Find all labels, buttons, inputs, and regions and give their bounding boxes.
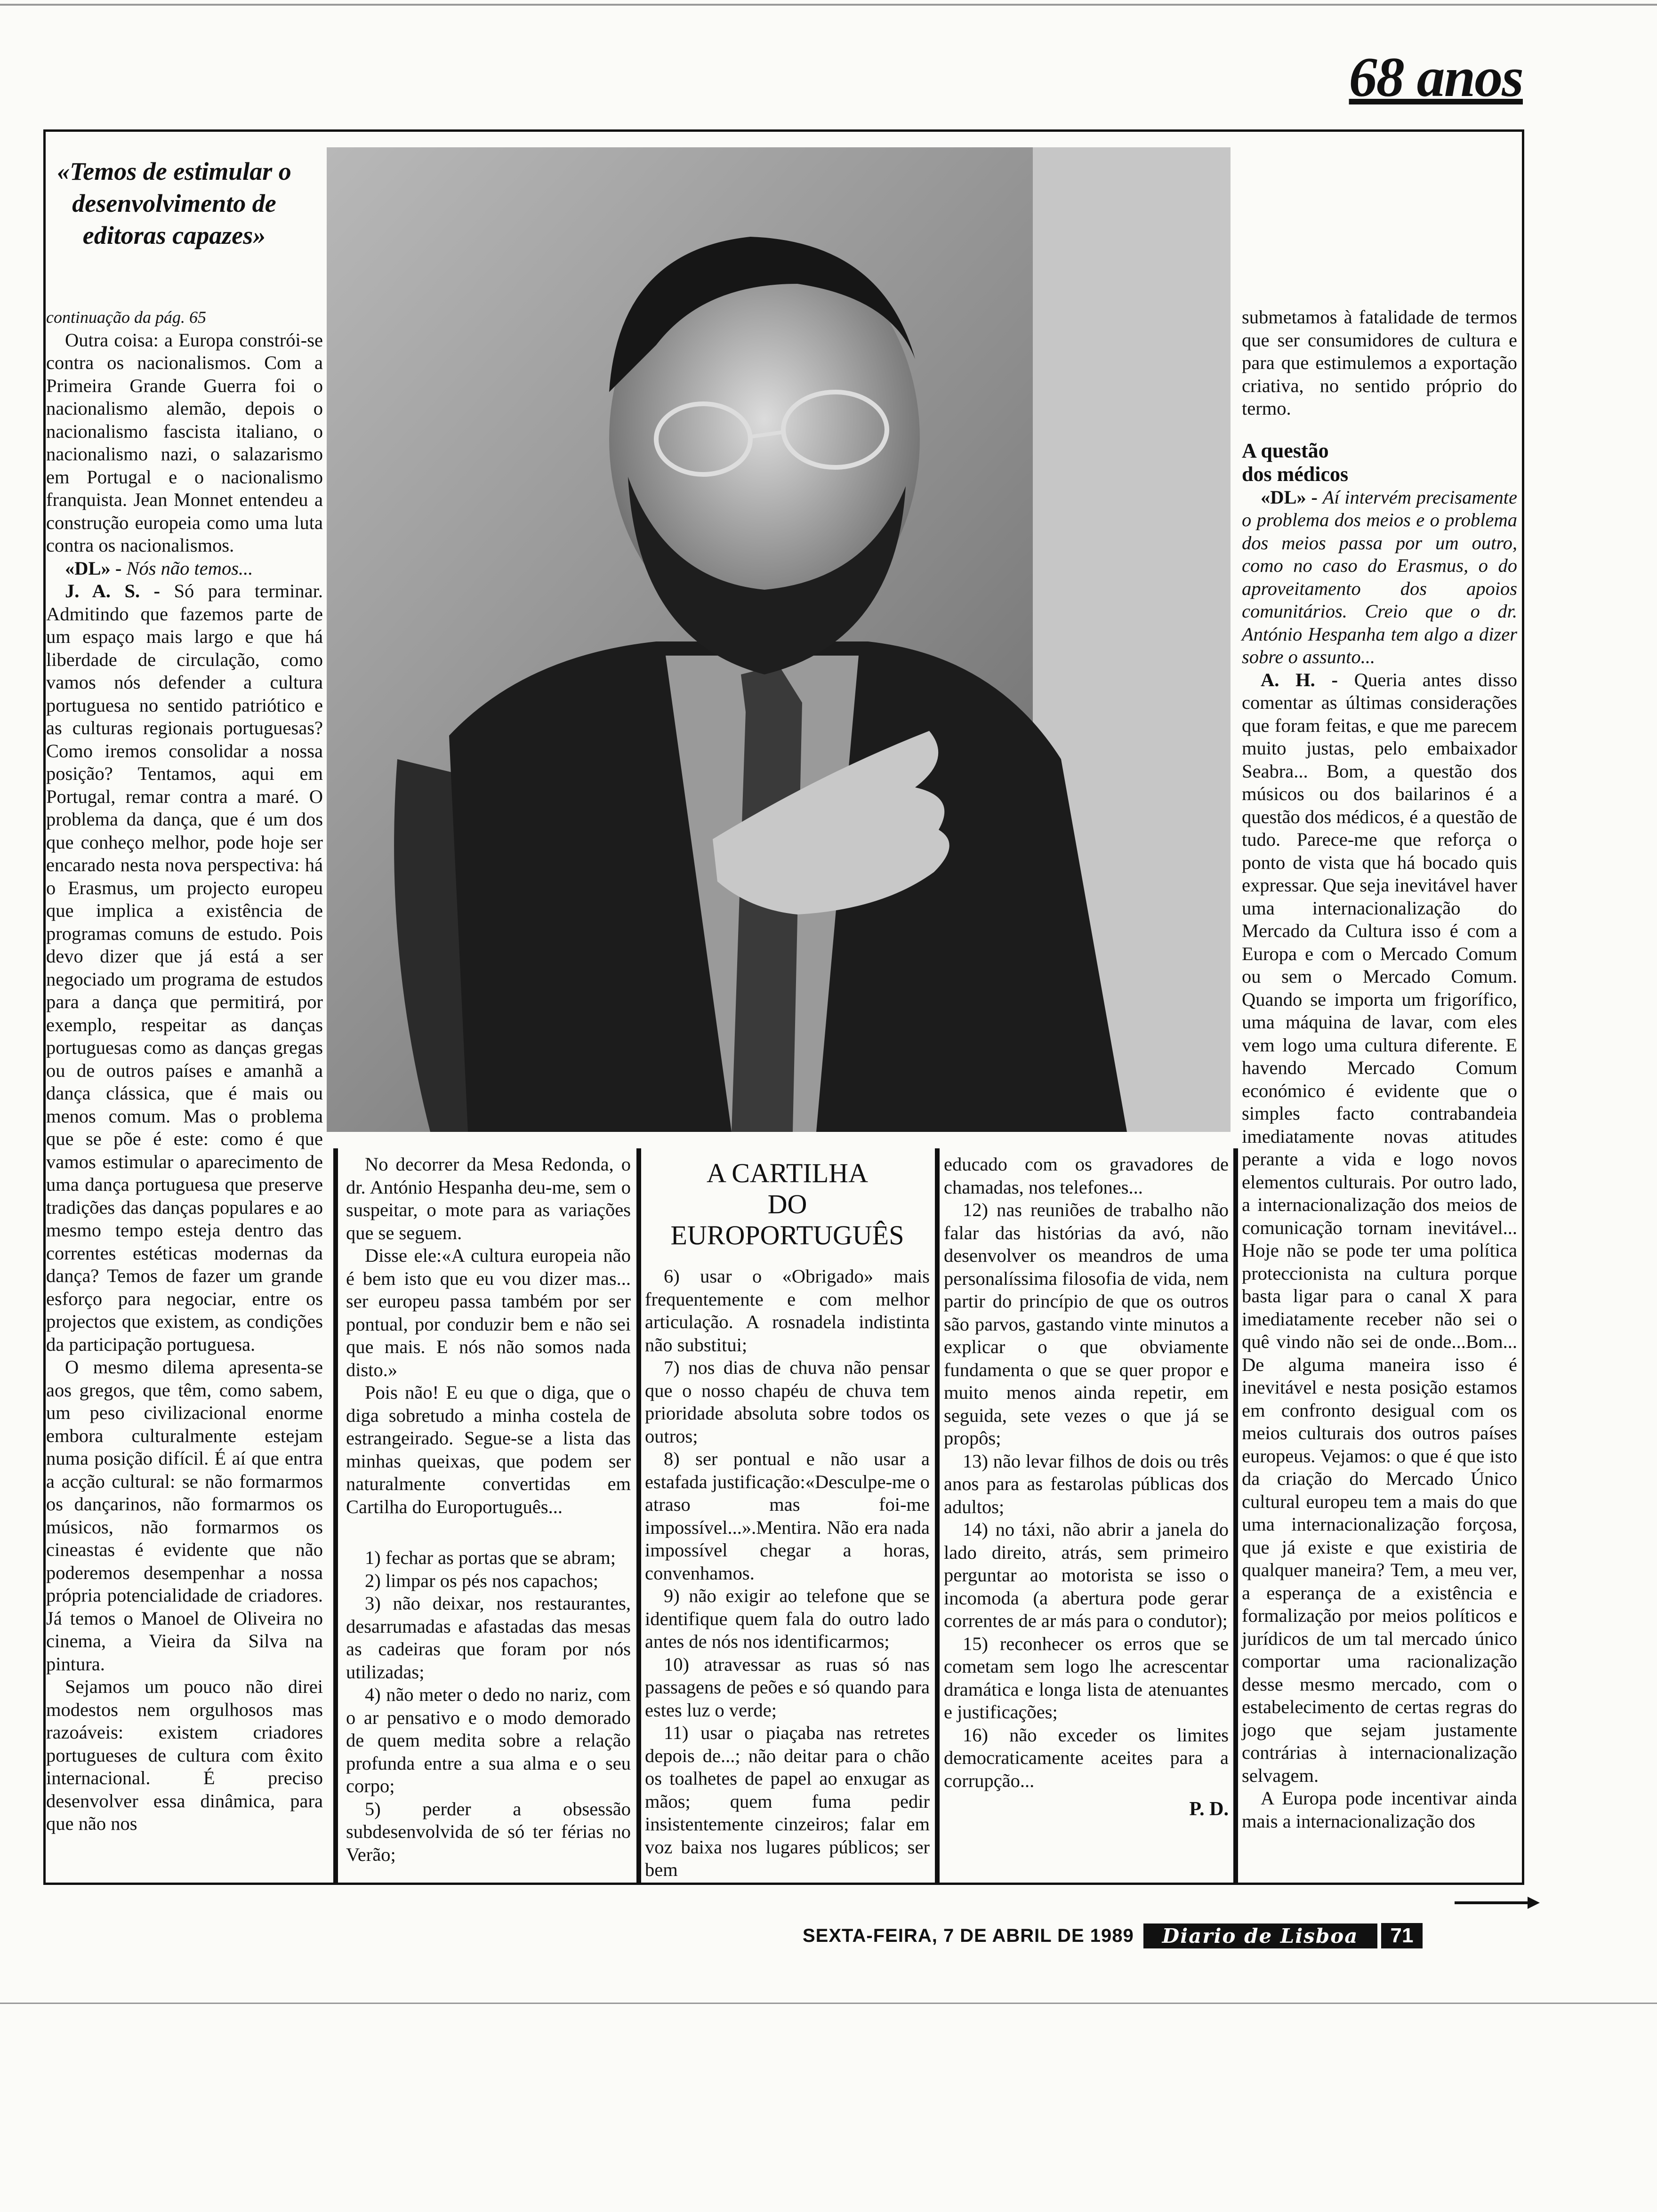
answer-text: Só para terminar. Admitindo que fazemos parte de um espaço mais largo e que há liberdade de circulação, como vamos nós defender a cultura portuguesa no sentido patriótico e as culturas regionais portuguesas? Como iremos consolidar a nossa posição? Tentamos, aqui em Portugal, remar contra a maré. O problema da dança, que é um dos que conheço melhor, pode hoje ser encarado nesta nova perspectiva: há o Erasmus, um projecto europeu que implica a existência de programas comuns de estudo. Pois devo dizer que já está a ser negociado um programa de estudos para a dança que permitirá, por exemplo, respeitar as danças portuguesas como as danças gregas ou de outros países e amanhã a dança clássica, que é mais ou menos comum. Mas o problema que se põe é este: como é que vamos estimular o aparecimento de uma dança portuguesa que preserve tradições das danças populares e ao mesmo tempo esteja dentro das correntes estéticas modernas da dança? Temos de fazer um grande esforço para negociar, entre os projectos que existem, as condições da participação portuguesa.	[46, 580, 323, 1355]
box-title	[645, 1158, 930, 1251]
continuation-arrow-line	[1455, 1901, 1530, 1904]
list-item: 4) não meter o dedo no nariz, com o ar pensativo e o modo demorado de quem medita sobre a relação profunda entre a sua alma e o seu corpo;	[346, 1684, 631, 1796]
newspaper-name: Diario de Lisboa	[1143, 1923, 1377, 1948]
list-item: 1) fechar as portas que se abram;	[365, 1547, 616, 1568]
portrait-illustration	[327, 147, 1231, 1132]
author-signature: P. D.	[1189, 1798, 1229, 1820]
column-2	[346, 1153, 631, 1866]
list-item: 9) não exigir ao telefone que se identifique quem fala do outro lado antes de nós nos identificarmos;	[645, 1585, 930, 1652]
list-item: 15) reconhecer os erros que se cometam sem logo lhe acrescentar dramática e longa lista de atenuantes e justificações;	[944, 1633, 1229, 1723]
col1-question	[46, 557, 323, 580]
box-title-line-2: DO	[767, 1189, 807, 1219]
list-item: 13) não levar filhos de dois ou três anos para as festarolas públicas dos adultos;	[944, 1450, 1229, 1517]
box-rule-3	[935, 1148, 940, 1885]
section-header: 68 anos	[1349, 46, 1523, 108]
bottom-scan-edge	[0, 2003, 1657, 2004]
list-item: 7) nos dias de chuva não pensar que o nosso chapéu de chuva tem prioridade absoluta sobre todos os outros;	[645, 1357, 930, 1447]
box-right-rule	[1233, 1148, 1238, 1885]
subheading-line-2: dos médicos	[1242, 462, 1349, 486]
box-left-rule	[333, 1148, 338, 1885]
col1-paragraph-1: Outra coisa: a Europa constrói-se contra os nacionalismos. Com a Primeira Grande Guerra foi o nacionalismo alemão, depois o nacionalismo fascista italiano, o nacionalismo nazi, o salazarismo em Portugal e o nacionalismo franquista. Jean Monnet entendeu a construção europeia como uma luta contra os nacionalismos.	[46, 329, 323, 556]
list-item: 10) atravessar as ruas só nas passagens de peões e só quando para estes luz o verde;	[645, 1653, 930, 1721]
column-4	[944, 1153, 1229, 1821]
list-item: 2) limpar os pés nos capachos;	[365, 1570, 599, 1591]
subheading	[1242, 439, 1517, 486]
list-item: 12) nas reuniões de trabalho não falar das histórias da avó, não desenvolver os meandros de uma personalíssima filosofia de vida, nem partir do princípio de que os outros são parvos, gastando vinte minutos a explicar o que obviamente fundamenta o que se quer propor e muito menos ainda repetir, em seguida, sete vezes o que já se propôs;	[944, 1199, 1229, 1449]
speaker-dl: «DL» -	[65, 557, 122, 579]
speaker-jas: J. A. S. -	[65, 580, 161, 601]
list-item: 14) no táxi, não abrir a janela do lado direito, atrás, sem primeiro perguntar ao motorista se isso o incomoda (a abertura pode gerar correntes de ar más para o condutor);	[944, 1519, 1229, 1631]
list-item: 5) perder a obsessão subdesenvolvida de só ter férias no Verão;	[346, 1798, 631, 1865]
question-text: Aí intervém precisamente o problema dos meios e o problema dos meios passa por um outro, como no caso do Erasmus, o do aproveitamento dos apoios comunitários. Creio que o dr. António Hespanha tem algo a dizer sobre o assunto...	[1242, 486, 1518, 667]
list-item: 11) usar o piaçaba nas retretes depois de...; não deitar para o chão os toalhetes de papel ao enxugar as mãos; quem fuma pedir insistentemente cinzeiros; falar em voz baixa nos lugares públicos; ser bem	[645, 1722, 930, 1880]
top-scan-edge	[0, 4, 1657, 6]
col2-paragraph-3: Pois não! E eu que o diga, que o diga sobretudo a minha costela de estrangeirado. Segue-se a lista das minhas queixas, que podem ser naturalmente convertidas em Cartilha do Europortuguês...	[346, 1382, 631, 1517]
col2-paragraph-1: No decorrer da Mesa Redonda, o dr. António Hespanha deu-me, sem o suspeitar, o mote para as variações que se seguem.	[346, 1154, 631, 1243]
pull-quote: «Temos de estimular o desenvolvimento de editoras capazes»	[57, 157, 291, 249]
box-rule-2	[636, 1148, 641, 1885]
speaker-ah: A. H. -	[1261, 669, 1338, 690]
col5-answer	[1242, 669, 1517, 1787]
subheading-line-1: A questão	[1242, 439, 1329, 462]
portrait-photo	[327, 147, 1231, 1132]
list-item: 16) não exceder os limites democraticamente aceites para a corrupção...	[944, 1724, 1229, 1791]
continuation-note: continuação da pág. 65	[46, 308, 206, 327]
col2-paragraph-2: Disse ele:«A cultura europeia não é bem isto que eu vou dizer mas... ser europeu passa também por ser pontual, por conduzir bem e não sei que mais. E nós não somos nada disto.»	[346, 1245, 631, 1380]
answer-text: Queria antes disso comentar as últimas considerações que foram feitas, e que me parecem muito justas, pelo embaixador Seabra... Bom, a questão dos músicos ou dos bailarinos é a questão dos médicos, é a questão de tudo. Parece-me que reforça o ponto de vista que há bocado quis expressar. Que seja inevitável haver uma internacionalização do Mercado da Cultura isso é com a Europa e com o Mercado Comum ou sem o Mercado Comum. Quando se importa um frigorífico, uma máquina de lavar, com eles vem logo uma cultura diferente. E havendo Mercado Comum económico é evidente que o simples facto contrabandeia imediatamente novas atitudes perante a vida e logo novos elementos culturais. Por outro lado, a internacionalização dos meios de comunicação tornam inevitável... Hoje não se pode ter uma política proteccionista na cultura porque basta ligar para o canal X para imediatamente receber não sei o quê vindo não sei de onde...Bom... De alguma maneira isso é inevitável e nesta posição estamos em confronto desigual com os meios culturais dos outros países europeus. Vejamos: o que é que isto da criação do Mercado Único cultural europeu tem a mais do que uma internacionalização forçosa, que já existe e que existiria de qualquer maneira? Tem, a meu ver, a esperança de a existência e formalização por meios políticos e jurídicos de um tal mercado único comportar uma racionalização desse mesmo mercado, com o estabelecimento de certas regras do jogo que sejam justamente contrárias à internacionalização selvagem.	[1242, 669, 1517, 1786]
list-item: 8) ser pontual e não usar a estafada justificação:«Desculpe-me o atraso mas foi-me impossível...».Mentira. Não era nada impossível chegar a horas, convenhamos.	[645, 1448, 930, 1584]
list-item: 6) usar o «Obrigado» mais frequentemente e com melhor articulação. A rosnadela indistinta não substitui;	[645, 1266, 930, 1355]
page-number: 71	[1381, 1923, 1423, 1948]
speaker-dl: «DL» -	[1261, 486, 1318, 508]
col5-paragraph-1: submetamos à fatalidade de termos que ser consumidores de cultura e para que estimulemos a exportação criativa, no sentido próprio do termo.	[1242, 306, 1517, 419]
question-text: Nós não temos...	[126, 557, 253, 579]
col4-paragraph-0: educado com os gravadores de chamadas, nos telefones...	[944, 1154, 1229, 1198]
column-5	[1242, 306, 1517, 1833]
col5-question	[1242, 486, 1517, 669]
col1-paragraph-3: O mesmo dilema apresenta-se aos gregos, que têm, como sabem, um peso civilizacional enorme embora culturalmente estejam numa posição difícil. É aí que entra a acção cultural: se não formarmos os dançarinos, não formarmos os músicos, não formarmos os cineastas é evidente que não poderemos desempenhar a nossa própria potencialidade de criadores. Já temos o Manoel de Oliveira no cinema, a Vieira da Silva na pintura.	[46, 1356, 323, 1675]
box-title-line-3: EUROPORTUGUÊS	[670, 1220, 904, 1250]
col1-paragraph-4: Sejamos um pouco não direi modestos nem orgulhosos mas razoáveis: existem criadores portugueses de cultura com êxito internacional. É preciso desenvolver essa dinâmica, para que não nos	[46, 1676, 323, 1834]
page-footer	[803, 1923, 1423, 1949]
column-1	[46, 306, 323, 1835]
column-3	[645, 1153, 930, 1882]
col5-paragraph-last: A Europa pode incentivar ainda mais a internacionalização dos	[1242, 1787, 1517, 1832]
continuation-arrow-icon	[1528, 1897, 1540, 1909]
box-title-line-1: A CARTILHA	[707, 1158, 868, 1188]
publication-date: SEXTA-FEIRA, 7 DE ABRIL DE 1989	[803, 1925, 1134, 1946]
col1-answer	[46, 580, 323, 1356]
list-item: 3) não deixar, nos restaurantes, desarrumadas e afastadas das mesas as cadeiras que foram por nós utilizadas;	[346, 1593, 631, 1683]
